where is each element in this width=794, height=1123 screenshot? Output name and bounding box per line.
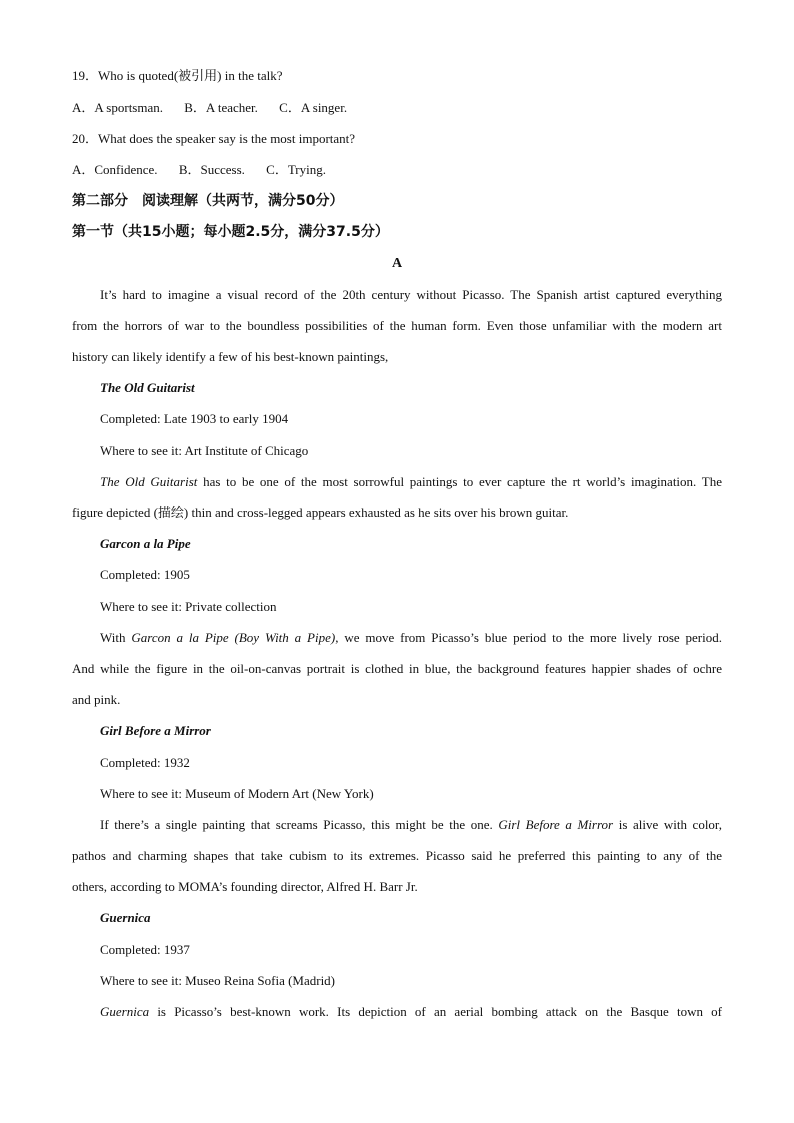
garcon-desc-line-1 xyxy=(100,630,722,646)
desc-text: With xyxy=(100,630,132,645)
desc-text: has to be one of the most sorrowful paintings to ever capture the rt world’s imagination. The xyxy=(197,474,722,489)
question-19-options xyxy=(72,100,722,116)
section1-heading: 第一节（共15小题；每小题2.5分，满分37.5分） xyxy=(72,224,389,240)
intro-line-2: from the horrors of war to the boundless possibilities of the human form. Even those unfamiliar with the modern art xyxy=(72,318,722,333)
girl-mirror-desc-line-1 xyxy=(100,817,722,833)
painting-title-garcon: Garcon a la Pipe xyxy=(100,536,191,551)
intro-line-1: It’s hard to imagine a visual record of the 20th century without Picasso. The Spanish artist captured everything xyxy=(100,287,722,302)
q20-option-a: A．Confidence. xyxy=(72,162,158,177)
old-guitarist-desc-line-2: figure depicted (描绘) thin and cross-legged appears exhausted as he sits over his brown guitar. xyxy=(72,505,569,520)
guernica-completed: Completed: 1937 xyxy=(100,942,190,957)
old-guitarist-completed: Completed: Late 1903 to early 1904 xyxy=(100,411,289,426)
old-guitarist-location: Where to see it: Art Institute of Chicago xyxy=(100,443,309,458)
desc-text: , we move from Picasso’s blue period to the more lively rose period. xyxy=(335,630,722,645)
q19-option-b: B．A teacher. xyxy=(184,100,258,115)
q20-option-b: B．Success. xyxy=(178,162,245,177)
inline-title: The Old Guitarist xyxy=(100,474,198,489)
desc-text: is Picasso’s best-known work. Its depiction of an aerial bombing attack on the Basque town of xyxy=(149,1004,722,1019)
passage-label: A xyxy=(391,256,403,271)
guernica-location: Where to see it: Museo Reina Sofia (Madrid) xyxy=(100,973,336,988)
girl-mirror-location: Where to see it: Museum of Modern Art (New York) xyxy=(100,786,374,801)
painting-title-guernica: Guernica xyxy=(100,910,151,925)
q20-option-c: C．Trying. xyxy=(266,162,327,177)
painting-title-girl-mirror: Girl Before a Mirror xyxy=(100,723,211,738)
q19-option-c: C．A singer. xyxy=(279,100,348,115)
guernica-desc-line-1 xyxy=(100,1004,722,1020)
intro-line-3: history can likely identify a few of his best-known paintings, xyxy=(72,349,389,364)
part2-heading: 第二部分 阅读理解（共两节，满分50分） xyxy=(72,193,344,209)
inline-title: Garcon a la Pipe (Boy With a Pipe) xyxy=(131,630,336,645)
old-guitarist-desc-line-1 xyxy=(100,474,722,490)
garcon-location: Where to see it: Private collection xyxy=(100,599,277,614)
girl-mirror-completed: Completed: 1932 xyxy=(100,755,190,770)
desc-text: is alive with color, xyxy=(613,817,722,832)
question-20-options xyxy=(72,162,722,178)
desc-text: If there’s a single painting that screams Picasso, this might be the one. xyxy=(100,817,499,832)
garcon-desc-line-2: And while the figure in the oil-on-canvas portrait is clothed in blue, the background features happier shades of ochre xyxy=(72,661,722,676)
garcon-completed: Completed: 1905 xyxy=(100,567,190,582)
girl-mirror-desc-line-2: pathos and charming shapes that take cubism to its extremes. Picasso said he preferred this painting to any of the xyxy=(72,848,722,863)
girl-mirror-desc-line-3: others, according to MOMA’s founding director, Alfred H. Barr Jr. xyxy=(72,879,418,894)
inline-title: Guernica xyxy=(100,1004,150,1019)
question-20-stem: 20．What does the speaker say is the most important? xyxy=(72,131,356,146)
question-19-stem: 19．Who is quoted(被引用) in the talk? xyxy=(72,68,283,83)
q19-option-a: A．A sportsman. xyxy=(72,100,164,115)
inline-title: Girl Before a Mirror xyxy=(498,817,614,832)
garcon-desc-line-3: and pink. xyxy=(72,692,121,707)
painting-title-old-guitarist: The Old Guitarist xyxy=(100,380,195,395)
